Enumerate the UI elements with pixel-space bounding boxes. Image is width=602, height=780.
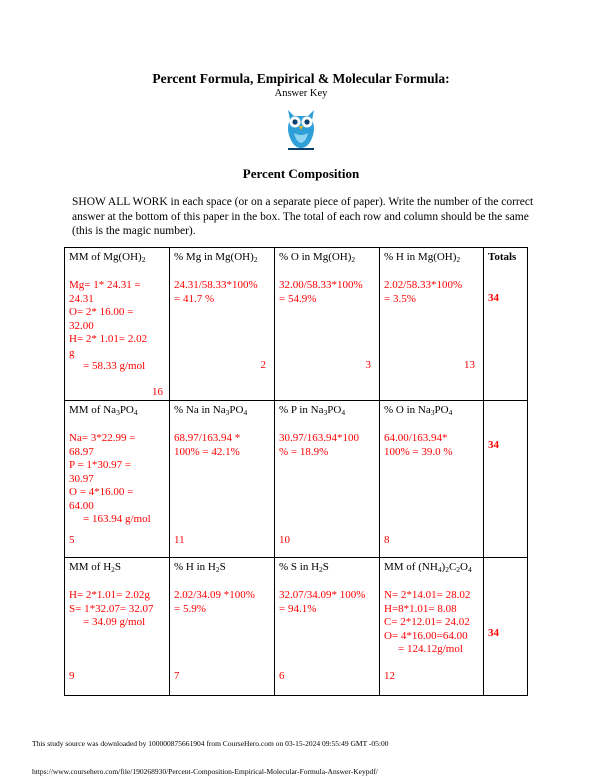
cell-work: 2.02/34.09 *100% = 5.9% [174,589,255,615]
cell-work: 2.02/58.33*100% = 3.5% [384,279,463,305]
cell-row-total [484,558,528,696]
cell-header: % O in $Mg(OH)_2$ [279,251,356,264]
answer-number: 7 [174,670,180,682]
answer-number: 3 [365,359,371,371]
cell-work: 32.07/34.09* 100% = 94.1% [279,589,366,615]
download-note: This study source was downloaded by 100000875661904 from CourseHero.com on 03-15-2024 09:55:49 GMT -05:00 [32,739,389,748]
source-url-link[interactable]: https://www.coursehero.com/file/190268930/Percent-Composition-Empirical-Molecular-Formula-Answer-Keypdf/ [32,767,378,776]
answer-number: 6 [279,670,285,682]
answer-number: 8 [384,534,390,546]
cell-header: % H in $Mg(OH)_2$ [384,251,461,264]
row-total: 34 [488,292,499,304]
cell-header: % Na in $Na_3PO_4$ [174,404,248,417]
cell-pct-mg [170,248,275,401]
cell-mm-mgoh2 [65,248,170,401]
cell-header: % H in $H_2S$ [174,561,226,574]
row-total: 34 [488,439,499,451]
cell-header: % S in $H_2S$ [279,561,329,574]
instructions-text: SHOW ALL WORK in each space (or on a separate piece of paper). Write the number of the correct answer at the bottom of this paper in the box. The total of each row and column should be the same (this is the magic number). [72,196,534,237]
cell-pct-s [275,558,380,696]
answer-number: 13 [464,359,475,371]
cell-header: MM of $Mg(OH)_2$ [69,251,146,264]
table-row [65,248,528,401]
cell-pct-h [380,248,484,401]
answer-number: 9 [69,670,75,682]
answer-number: 16 [152,385,163,398]
answer-number: 10 [279,534,290,546]
percent-composition-table [64,247,528,696]
answer-number: 2 [260,359,266,371]
section-title: Percent Composition [242,166,360,181]
cell-mm-h2s [65,558,170,696]
cell-header: MM of $H_2S$ [69,561,122,574]
cell-work: Na= 3*22.99 = 68.97 P = 1*30.97 = 30.97 O = 4*16.00 = 64.00 = 163.94 g/mol [69,432,151,525]
page-subtitle: Answer Key [274,88,328,99]
cell-mm-na3po4 [65,401,170,558]
cell-work: N= 2*14.01= 28.02 H=8*1.01= 8.08 C= 2*12.01= 24.02 O= 4*16.00=64.00 = 124.12g/mol [384,589,471,655]
cell-header: % P in $Na_3PO_4$ [279,404,346,417]
totals-header: Totals [488,251,517,263]
cell-pct-o [275,248,380,401]
cell-work: 64.00/163.94* 100% = 39.0 % [384,432,453,458]
cell-header: % Mg in $Mg(OH)_2$ [174,251,258,264]
answer-number: 12 [384,670,395,682]
cell-pct-h-h2s [170,558,275,696]
cell-work: 30.97/163.94*100 % = 18.9% [279,432,360,458]
table-row [65,558,528,696]
page-title: Percent Formula, Empirical & Molecular Formula: [152,71,450,86]
cell-work: 32.00/58.33*100% = 54.9% [279,279,363,305]
owl-logo [282,104,320,152]
cell-work: 68.97/163.94 * 100% = 42.1% [174,432,241,458]
cell-work: 24.31/58.33*100% = 41.7 % [174,279,258,305]
cell-header: MM of $Na_3PO_4$ [69,404,138,417]
cell-header: MM of $(NH_4)_2C_2O_4$ [384,561,472,574]
cell-pct-p [275,401,380,558]
cell-header: % O in $Na_3PO_4$ [384,404,453,417]
cell-pct-na [170,401,275,558]
cell-mm-ammonium-oxalate [380,558,484,696]
answer-number: 11 [174,534,185,546]
cell-work: Mg= 1* 24.31 = 24.31 O= 2* 16.00 = 32.00 H= 2* 1.01= 2.02 g = 58.33 g/mol [69,279,148,372]
cell-row-total [484,401,528,558]
cell-work: H= 2*1.01= 2.02g S= 1*32.07= 32.07 = 34.09 g/mol [69,589,154,628]
answer-number: 5 [69,534,75,546]
cell-row-total [484,248,528,401]
row-total: 34 [488,627,499,639]
cell-pct-o-na3po4 [380,401,484,558]
table-row [65,401,528,558]
